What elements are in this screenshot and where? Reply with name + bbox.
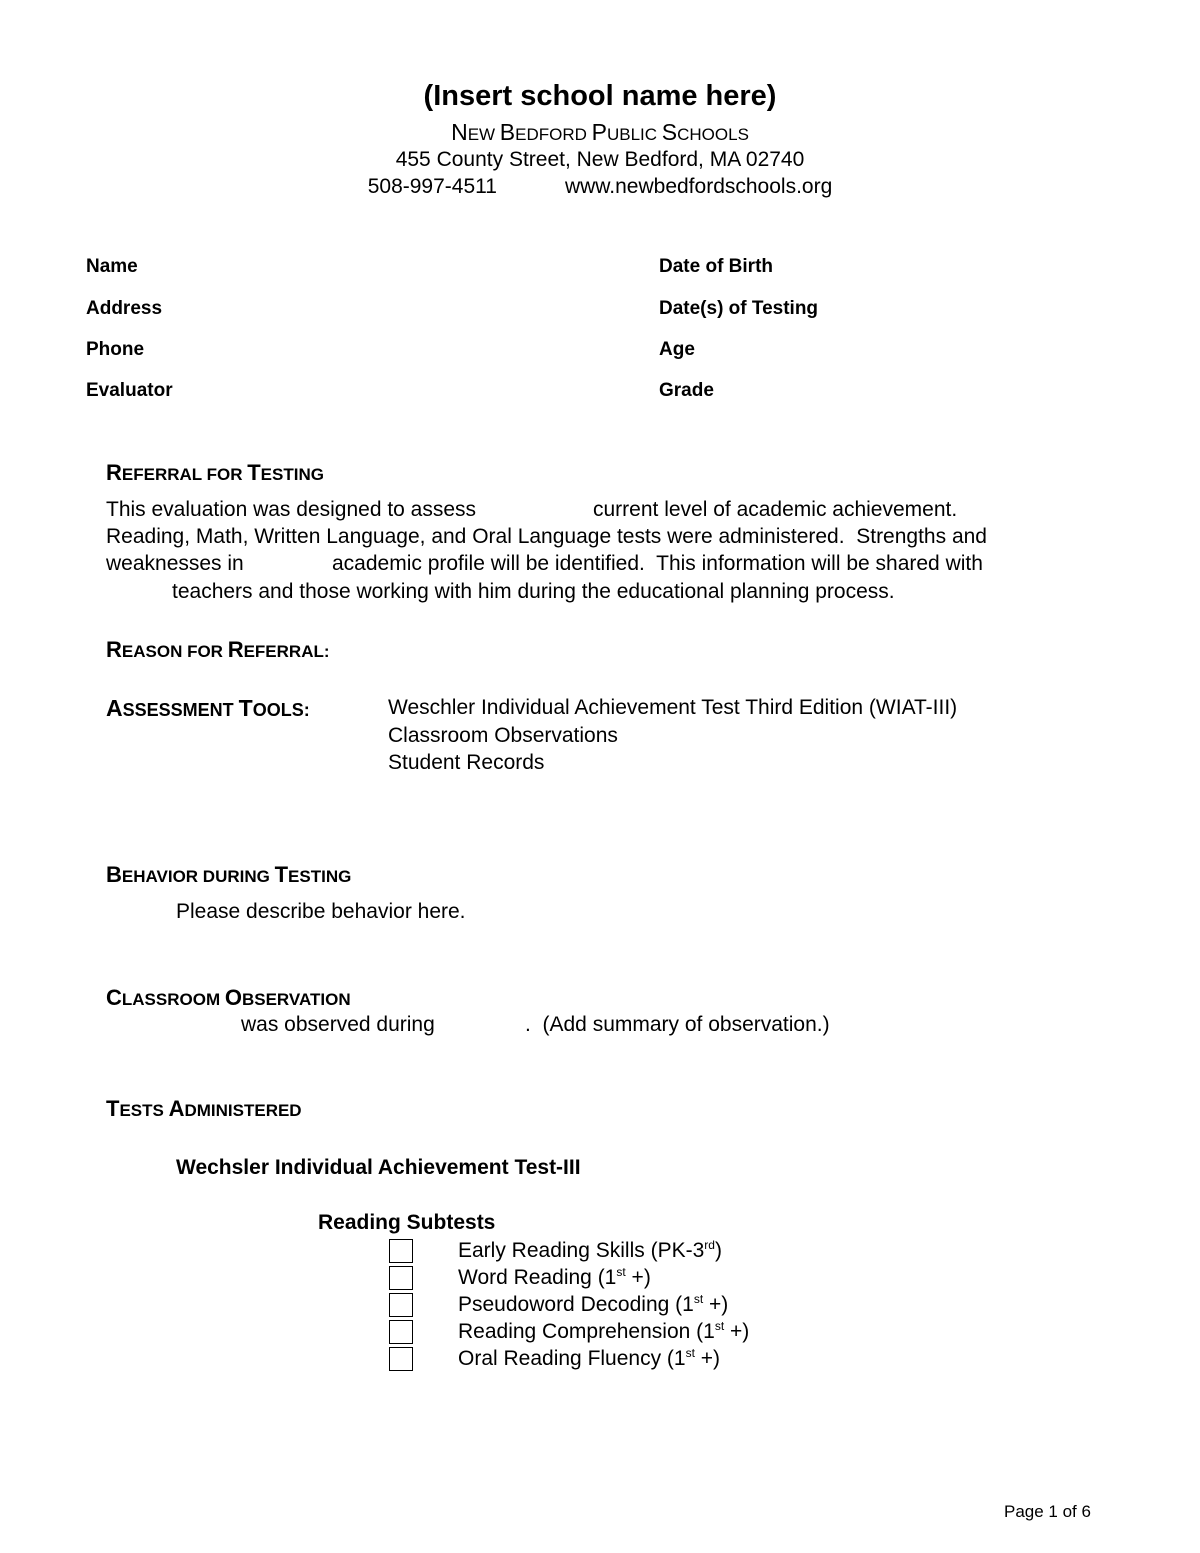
referral-line-1a: This evaluation was designed to assess <box>106 498 477 521</box>
testing-dates-label: Date(s) of Testing <box>659 298 819 319</box>
subtest-label: Reading Comprehension (1st +) <box>458 1319 750 1343</box>
page-number: Page 1 of 6 <box>1004 1502 1091 1521</box>
district-phone: 508-997-4511 <box>367 175 497 198</box>
assessment-tool-item: Student Records <box>388 751 545 774</box>
observation-heading: CLASSROOM OBSERVATION <box>106 985 351 1010</box>
subtest-checkbox[interactable] <box>389 1320 413 1344</box>
observation-text-a: was observed during <box>241 1013 435 1036</box>
assessment-tool-item: Classroom Observations <box>388 724 618 747</box>
subtest-checkbox[interactable] <box>389 1347 413 1371</box>
phone-label: Phone <box>86 339 145 360</box>
address-label: Address <box>86 298 163 319</box>
test-name: Wechsler Individual Achievement Test-III <box>176 1156 581 1179</box>
assessment-tools-heading: ASSESSMENT TOOLS: <box>106 695 310 721</box>
behavior-heading: BEHAVIOR DURING TESTING <box>106 862 352 887</box>
subtest-label: Oral Reading Fluency (1st +) <box>458 1346 721 1370</box>
subtest-checkbox[interactable] <box>389 1239 413 1263</box>
evaluator-label: Evaluator <box>86 380 173 401</box>
referral-line-4: teachers and those working with him during the educational planning process. <box>172 580 895 603</box>
assessment-tool-item: Weschler Individual Achievement Test Third Edition (WIAT-III) <box>388 696 958 719</box>
reason-referral-heading: REASON FOR REFERRAL: <box>106 637 330 662</box>
referral-line-3a: weaknesses in <box>106 552 244 575</box>
referral-testing-heading: REFERRAL FOR TESTING <box>106 460 324 485</box>
age-label: Age <box>659 339 695 360</box>
grade-label: Grade <box>659 380 714 401</box>
tests-heading: TESTS ADMINISTERED <box>106 1096 302 1121</box>
behavior-text: Please describe behavior here. <box>176 900 466 923</box>
subtests-title: Reading Subtests <box>318 1211 496 1234</box>
dob-label: Date of Birth <box>659 256 773 277</box>
referral-line-1b: current level of academic achievement. <box>593 498 958 521</box>
district-website: www.newbedfordschools.org <box>564 175 833 198</box>
observation-text-b: . (Add summary of observation.) <box>525 1013 830 1036</box>
school-name: (Insert school name here) <box>423 80 777 112</box>
district-address: 455 County Street, New Bedford, MA 02740 <box>395 148 805 171</box>
subtest-label: Early Reading Skills (PK-3rd) <box>458 1238 722 1262</box>
subtest-checkbox[interactable] <box>389 1266 413 1290</box>
subtest-label: Pseudoword Decoding (1st +) <box>458 1292 729 1316</box>
district-name: NEW BEDFORD PUBLIC SCHOOLS <box>451 119 749 145</box>
referral-line-3b: academic profile will be identified. This information will be shared with <box>332 552 983 575</box>
referral-line-2: Reading, Math, Written Language, and Oral Language tests were administered. Strengths and <box>106 525 987 548</box>
subtest-label: Word Reading (1st +) <box>458 1265 651 1289</box>
district-contact <box>0 175 1200 199</box>
name-label: Name <box>86 256 138 277</box>
subtest-checkbox[interactable] <box>389 1293 413 1317</box>
